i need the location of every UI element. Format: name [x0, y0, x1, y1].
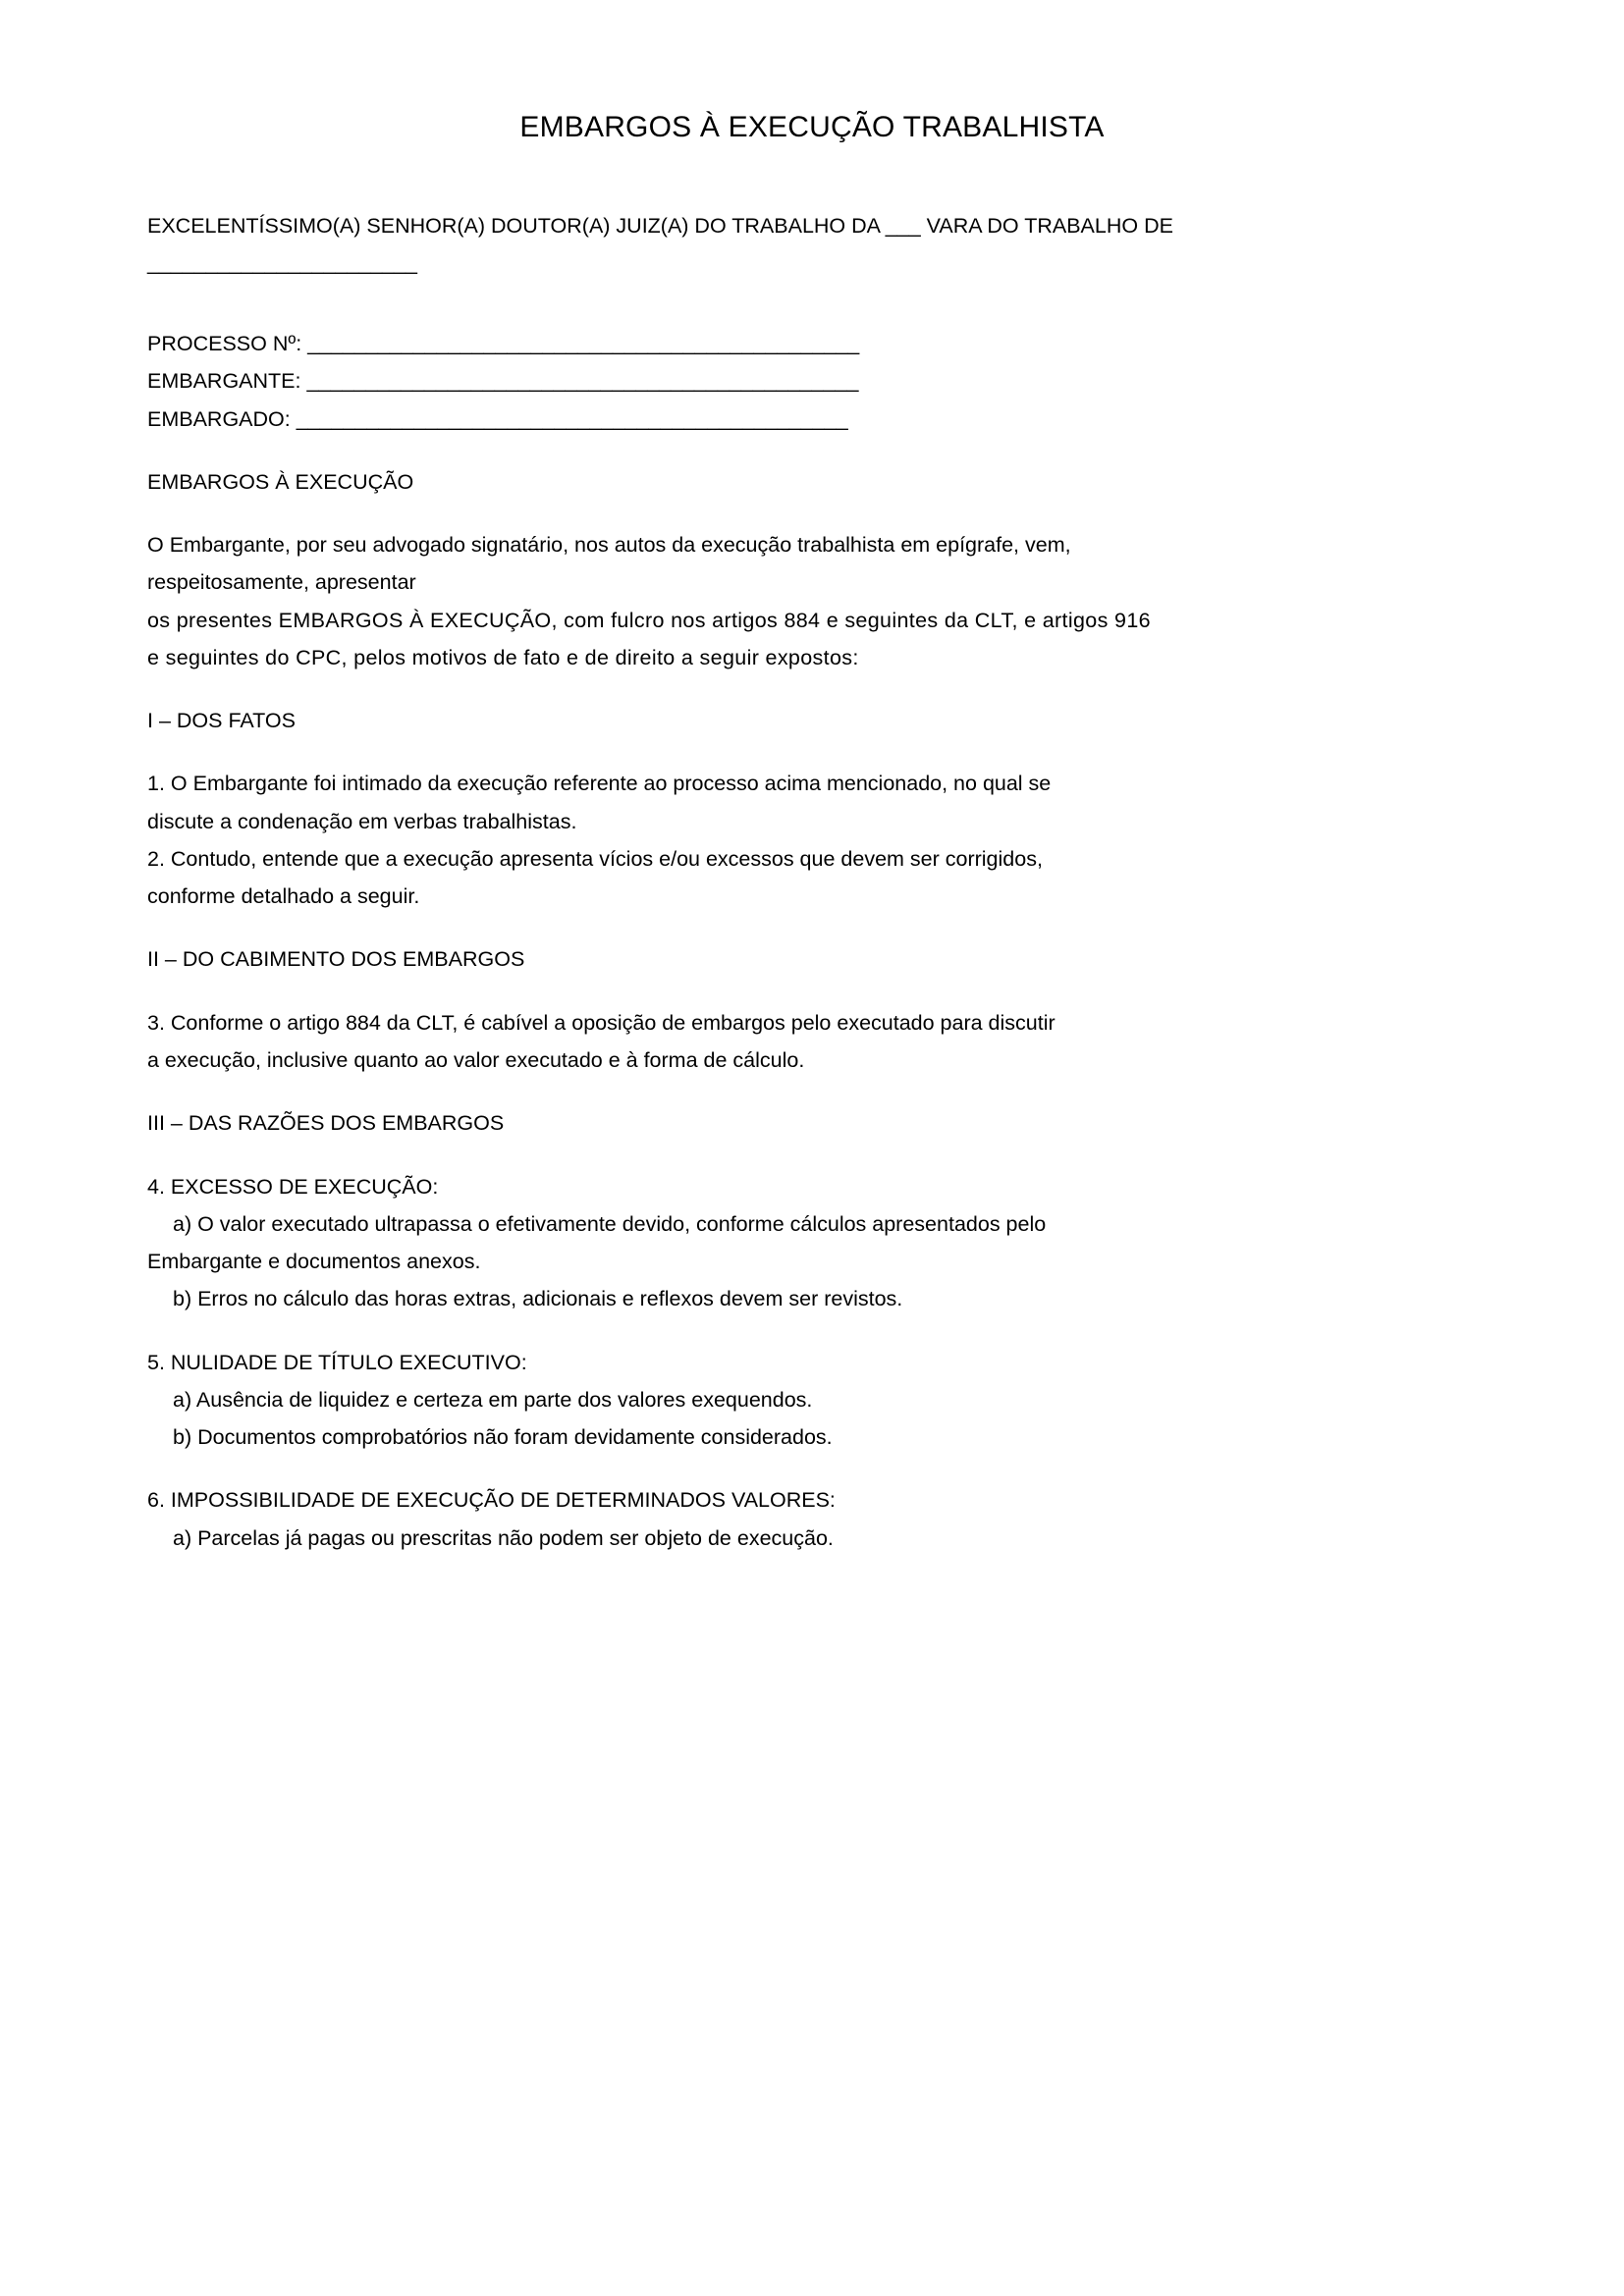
spacer [147, 676, 1477, 702]
spacer [147, 501, 1477, 526]
field-embargado: EMBARGADO: _______________________________________________ [147, 406, 848, 431]
spacer [147, 282, 1477, 325]
intro-line-4: e seguintes do CPC, pelos motivos de fato e de direito a seguir expostos: [147, 645, 859, 669]
section-cabimento-paragraph: 3. Conforme o artigo 884 da CLT, é cabível a oposição de embargos pelo executado para discutir [147, 1010, 1056, 1035]
intro-line-2: respeitosamente, apresentar [147, 570, 416, 595]
razoes-subitem: Embargante e documentos anexos. [147, 1250, 481, 1274]
field-processo: PROCESSO Nº: _______________________________________________ [147, 332, 860, 356]
section-heading-razoes: III – DAS RAZÕES DOS EMBARGOS [147, 1111, 505, 1136]
addressing-line-1: EXCELENTÍSSIMO(A) SENHOR(A) DOUTOR(A) JUIZ(A) DO TRABALHO DA ___ VARA DO TRABALHO DE [147, 213, 1173, 238]
razoes-subitem: b) Documentos comprobatórios não foram devidamente considerados. [173, 1425, 833, 1450]
spacer [147, 1079, 1477, 1104]
spacer [147, 915, 1477, 940]
section-fatos-paragraph: 1. O Embargante foi intimado da execução referente ao processo acima mencionado, no qual se [147, 772, 1052, 796]
section-heading-cabimento: II – DO CABIMENTO DOS EMBARGOS [147, 947, 525, 972]
intro-line-3: os presentes EMBARGOS À EXECUÇÃO, com fulcro nos artigos 884 e seguintes da CLT, e artigos 916 [147, 608, 1151, 632]
razoes-item-title: 4. EXCESSO DE EXECUÇÃO: [147, 1174, 439, 1199]
razoes-subitem: a) Parcelas já pagas ou prescritas não podem ser objeto de execução. [173, 1525, 834, 1550]
section-fatos-paragraph: conforme detalhado a seguir. [147, 884, 420, 909]
spacer [147, 1456, 1477, 1481]
razoes-item-title: 5. NULIDADE DE TÍTULO EXECUTIVO: [147, 1350, 527, 1374]
intro-line-1: O Embargante, por seu advogado signatário, nos autos da execução trabalhista em epígrafe, vem, [147, 533, 1071, 558]
spacer [147, 1143, 1477, 1168]
section-heading-fatos: I – DOS FATOS [147, 709, 296, 733]
section-cabimento-paragraph: a execução, inclusive quanto ao valor executado e à forma de cálculo. [147, 1048, 805, 1073]
field-embargante: EMBARGANTE: _______________________________________________ [147, 369, 859, 394]
spacer [147, 739, 1477, 765]
razoes-subitem: b) Erros no cálculo das horas extras, adicionais e reflexos devem ser revistos. [173, 1287, 903, 1311]
page-title: EMBARGOS À EXECUÇÃO TRABALHISTA [519, 111, 1105, 143]
document-subject: EMBARGOS À EXECUÇÃO [147, 469, 414, 494]
razoes-subitem: a) Ausência de liquidez e certeza em parte dos valores exequendos. [173, 1387, 813, 1412]
spacer [147, 438, 1477, 463]
spacer [147, 979, 1477, 1004]
razoes-item-title: 6. IMPOSSIBILIDADE DE EXECUÇÃO DE DETERMINADOS VALORES: [147, 1488, 836, 1513]
section-fatos-paragraph: discute a condenação em verbas trabalhistas. [147, 809, 577, 833]
addressing-line-2: _______________________ [147, 250, 418, 275]
spacer [147, 1318, 1477, 1344]
section-fatos-paragraph: 2. Contudo, entende que a execução apresenta vícios e/ou excessos que devem ser corrigidos, [147, 846, 1043, 871]
razoes-subitem: a) O valor executado ultrapassa o efetivamente devido, conforme cálculos apresentados pelo [173, 1211, 1047, 1236]
